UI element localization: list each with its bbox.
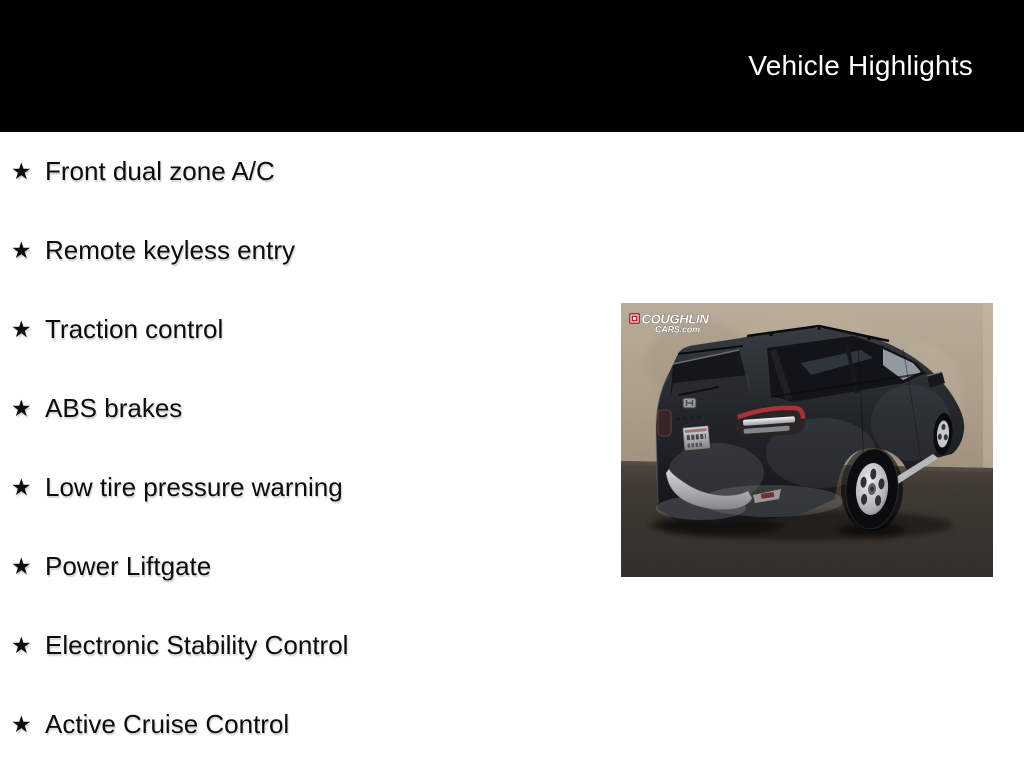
dealer-brand-text: COUGHLIN (641, 311, 709, 327)
highlight-label: Active Cruise Control (45, 709, 290, 739)
star-bullet-icon: ★ (11, 316, 32, 342)
highlight-label: ABS brakes (45, 393, 183, 423)
vehicle-photo-canvas (621, 303, 993, 577)
page-title: Vehicle Highlights (748, 50, 973, 81)
highlight-label: Traction control (45, 314, 224, 344)
star-bullet-icon: ★ (11, 395, 32, 421)
dealer-suffix-text: CARS.com (655, 324, 700, 335)
highlights-list (0, 132, 620, 764)
star-bullet-icon: ★ (11, 632, 32, 658)
highlight-item (0, 606, 620, 685)
star-bullet-icon: ★ (11, 158, 32, 184)
license-plate (683, 426, 710, 450)
star-bullet-icon: ★ (11, 553, 32, 579)
highlight-label: Electronic Stability Control (45, 630, 349, 660)
highlight-label: Power Liftgate (45, 551, 212, 581)
taillight-left (658, 410, 671, 436)
vehicle-photo (621, 303, 993, 577)
highlight-label: Front dual zone A/C (45, 156, 275, 186)
highlight-item (0, 527, 620, 606)
highlight-item (0, 369, 620, 448)
slide-header (0, 0, 1024, 132)
highlight-item (0, 211, 620, 290)
highlight-item (0, 290, 620, 369)
honda-emblem (683, 398, 696, 408)
highlight-item (0, 448, 620, 527)
taillight-right (734, 404, 806, 439)
star-bullet-icon: ★ (11, 711, 32, 737)
highlight-label: Remote keyless entry (45, 235, 295, 265)
highlight-item (0, 132, 620, 211)
star-bullet-icon: ★ (11, 237, 32, 263)
highlight-label: Low tire pressure warning (45, 472, 343, 502)
highlight-item (0, 685, 620, 764)
star-bullet-icon: ★ (11, 474, 32, 500)
